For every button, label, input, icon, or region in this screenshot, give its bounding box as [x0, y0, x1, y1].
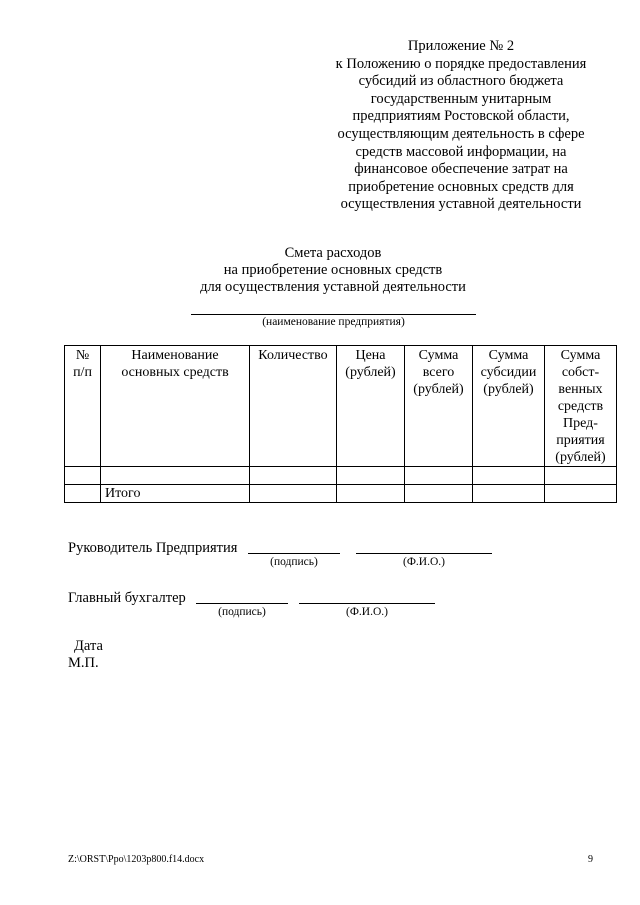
director-label: Руководитель Предприятия	[68, 540, 238, 556]
appendix-line: осуществляющим деятельность в сфере	[337, 125, 585, 142]
estimate-table	[64, 345, 617, 503]
estimate-title-line: на приобретение основных средств	[223, 262, 443, 278]
appendix-line: предприятиям Ростовской области,	[352, 108, 570, 125]
page-number: 9	[588, 854, 593, 865]
table-cell[interactable]	[405, 485, 473, 503]
enterprise-name-caption: (наименование предприятия)	[262, 316, 405, 328]
director-fio-line[interactable]	[356, 553, 492, 554]
table-cell[interactable]	[250, 485, 337, 503]
table-row	[65, 467, 617, 485]
seal-label: М.П.	[68, 655, 99, 671]
appendix-line: осуществления уставной деятельности	[340, 196, 582, 213]
estimate-title	[120, 245, 546, 296]
director-signature-line[interactable]	[248, 553, 340, 554]
table-cell[interactable]	[473, 485, 545, 503]
appendix-line: приобретение основных средств для	[348, 178, 574, 195]
table-cell[interactable]	[65, 485, 101, 503]
col-header-subsidy-sum: Сумма субсидии (рублей)	[473, 346, 545, 467]
table-cell[interactable]	[545, 467, 617, 485]
accountant-fio-line[interactable]	[299, 603, 435, 604]
appendix-line: финансовое обеспечение затрат на	[354, 161, 568, 178]
col-header-own-funds-sum: Сумма собст- венных средств Пред- приятия (рублей)	[545, 346, 617, 467]
col-header-quantity: Количество	[250, 346, 337, 467]
table-cell[interactable]	[473, 467, 545, 485]
table-cell[interactable]	[65, 467, 101, 485]
accountant-signature-line[interactable]	[196, 603, 288, 604]
table-total-row	[65, 485, 617, 503]
table-cell[interactable]	[337, 485, 405, 503]
accountant-signature-caption: (подпись)	[218, 606, 266, 618]
table-header-row	[65, 346, 617, 467]
appendix-line: субсидий из областного бюджета	[358, 73, 564, 90]
table-cell[interactable]	[250, 467, 337, 485]
appendix-line: средств массовой информации, на	[355, 143, 567, 160]
appendix-header	[320, 38, 602, 214]
col-header-number: № п/п	[65, 346, 101, 467]
accountant-label: Главный бухгалтер	[68, 590, 186, 606]
director-signature-caption: (подпись)	[270, 556, 318, 568]
table-cell[interactable]	[337, 467, 405, 485]
appendix-line: Приложение № 2	[407, 38, 515, 54]
total-label: Итого	[101, 485, 250, 503]
estimate-title-line: Смета расходов	[284, 245, 382, 261]
table-cell[interactable]	[101, 467, 250, 485]
col-header-price: Цена (рублей)	[337, 346, 405, 467]
appendix-line: к Положению о порядке предоставления	[335, 55, 587, 72]
accountant-fio-caption: (Ф.И.О.)	[346, 606, 388, 618]
appendix-line: государственным унитарным	[370, 90, 552, 107]
footer-file-path: Z:\ORST\Ppo\1203p800.f14.docx	[68, 854, 205, 865]
date-label: Дата	[74, 638, 103, 654]
table-cell[interactable]	[545, 485, 617, 503]
director-fio-caption: (Ф.И.О.)	[403, 556, 445, 568]
col-header-total-sum: Сумма всего (рублей)	[405, 346, 473, 467]
table-cell[interactable]	[405, 467, 473, 485]
col-header-asset-name: Наименование основных средств	[101, 346, 250, 467]
estimate-title-line: для осуществления уставной деятельности	[200, 279, 466, 295]
